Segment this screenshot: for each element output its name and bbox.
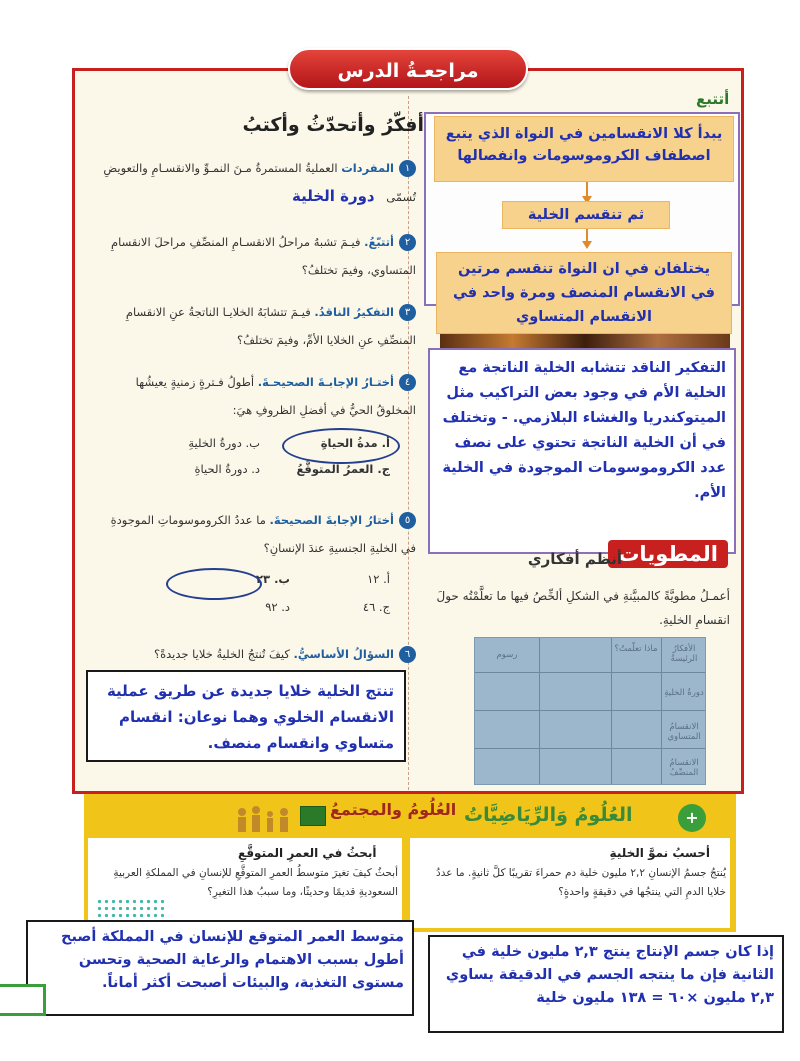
grid-line — [475, 672, 705, 673]
option-a[interactable]: أ. مدةُ الحياةِ — [320, 436, 390, 450]
grid-line — [611, 638, 612, 784]
math-heading: أحسبُ نموَّ الخليةِ — [609, 846, 710, 860]
table-header: الأفكارُ الرئيسةُ — [670, 644, 698, 664]
question-3 — [100, 298, 416, 354]
question-text: ما عددُ الكروموسوماتِ الموجودةِ في الخليةِ الجنسيةِ عندَ الإنسانِ؟ — [110, 513, 416, 555]
table-row-label: الانقسامُ المتساوي — [667, 722, 701, 742]
option-d[interactable]: د. دورةُ الحياةِ — [194, 462, 260, 476]
page-tab-marker — [0, 984, 46, 1016]
question-keyword: المفردات — [341, 161, 394, 175]
table-header: ماذا تعلّمتُ؟ — [614, 644, 658, 654]
question-keyword: أتتبّعُ. — [364, 235, 394, 249]
question-4 — [100, 368, 416, 424]
question-keyword: أختـارُ الإجابـةَ الصحيحـةَ. — [257, 375, 394, 389]
foldables-header — [452, 540, 728, 574]
question-number: ٦ — [399, 646, 416, 663]
question-2 — [100, 228, 416, 284]
selected-answer-circle — [282, 428, 400, 464]
question-text: فيـمَ تتشابَهُ الخلايـا الناتجةُ عنِ الانقسامِ المنصِّفِ عنِ الخلايا الأمِّ، وفيمَ تختلفُ؟ — [125, 305, 416, 347]
flow-arrow-head — [582, 241, 592, 249]
grid-line — [539, 638, 540, 784]
foldables-text: أعمـلُ مطويَّةً كالمبيَّنةِ في الشكلِ ألخِّصُ فيها ما تعلَّمْتُه حولَ انقسامِ الخليةِ. — [436, 589, 730, 627]
lesson-review-banner: مراجعـةُ الدرس — [288, 48, 528, 90]
critical-thinking-answer: التفكير الناقد تتشابه الخلية الناتجة مع الخلية الأم في وجود بعض التراكيب مثل الميتوكندريا والغشاء البلازمي. - وتختلف في أن الخلية الناتجة تحتوي على نصف عدد الكروموسومات الموجودة في الخلية الأم. — [428, 348, 736, 554]
question-number: ٢ — [399, 234, 416, 251]
question-keyword: السؤالُ الأساسيُّ. — [293, 647, 394, 661]
table-header: رسوم — [496, 650, 518, 660]
handwritten-answer: دورة الخلية — [291, 187, 375, 205]
society-text: أبحثُ كيفَ تغيرَ متوسطُ العمرِ المتوقَّعِ للإنسانِ في المملكةِ العربيةِ السعوديةِ قديمًا وحديثًا، وما سببُ هذا التغيرِ؟ — [113, 867, 398, 898]
grid-line — [661, 638, 662, 784]
question-number: ١ — [399, 160, 416, 177]
flow-box-1: يبدأ كلا الانقسامين في النواة الذي يتبع اصطفاف الكروموسومات وانفصالها — [434, 116, 734, 182]
answer-box-cell-growth: إذا كان جسم الإنتاج ينتج ٢,٣ مليون خلية في الثانية فإن ما ينتجه الجسم في الدقيقة يساوي ٢,٣ مليون ×٦٠ = ١٣٨ مليون خلية — [428, 935, 784, 1033]
question-text: العمليةُ المستمرةُ مـنَ النمـوِّ والانقسـامِ والتعويضِ تُسمّى — [103, 161, 416, 204]
option-a[interactable]: أ. ١٢ — [367, 572, 390, 586]
question-1 — [100, 154, 416, 211]
table-row-label: الانقسامُ المنصِّفُ — [669, 758, 699, 778]
saudi-flag-icon — [300, 806, 326, 826]
society-title: العُلُومُ والمجتمعُ — [330, 800, 457, 819]
section-title: أفكّرُ وأتحدّثُ وأكتبُ — [242, 114, 424, 136]
foldables-subtitle: أنظم أفكاري — [527, 550, 622, 568]
question-text: فيـمَ تشبهُ مراحلُ الانقسـامِ المنصِّفِ مراحلَ الانقسامِ المتساوي، وفيمَ تختلفُ؟ — [111, 235, 416, 277]
people-icon — [236, 806, 296, 832]
flow-box-2: ثم تنقسم الخلية — [502, 201, 670, 229]
table-row-label: دورةُ الخليةِ — [664, 688, 704, 698]
question-5 — [100, 506, 416, 562]
option-c[interactable]: ج. ٤٦ — [362, 600, 390, 614]
question-6 — [100, 640, 416, 668]
question-keyword: التفكيرُ الناقدُ. — [314, 305, 394, 319]
foldables-title: المطويات — [608, 540, 728, 568]
selected-answer-circle — [166, 568, 262, 600]
question-number: ٤ — [399, 374, 416, 391]
math-text: يُنتجُ جسمُ الإنسانِ ٢,٢ مليون خلية دم حمراءَ تقريبًا كلَّ ثانيةٍ. ما عددُ خلايا الدمِ التي ينتجُها في دقيقةٍ واحدةٍ؟ — [436, 867, 726, 898]
question-number: ٣ — [399, 304, 416, 321]
question-text: كيفَ تُنتجُ الخليةُ خلايا جديدةً؟ — [154, 647, 290, 661]
answer-box-essential-question: تنتج الخلية خلايا جديدة عن طريق عملية الانقسام الخلوي وهما نوعان: انقسام متساوي وانقسام منصف. — [86, 670, 406, 762]
trace-label: أتتبع — [696, 90, 730, 108]
grid-line — [475, 748, 705, 749]
option-d[interactable]: د. ٩٢ — [265, 600, 290, 614]
society-heading: أبحثُ في العمرِ المتوقَّعِ — [238, 846, 377, 860]
question-keyword: أختارُ الإجابةَ الصحيحةَ. — [269, 513, 394, 527]
answer-box-life-expectancy: متوسط العمر المتوقع للإنسان في المملكة أصبح أطول بسبب الاهتمام والرعاية الصحية وتحسن مستوى التغذية، والبيئات أصبحت أكثر أماناً. — [26, 920, 414, 1016]
grid-line — [475, 710, 705, 711]
math-title: العُلُومُ وَالرِّيَاضِيَّاتُ — [464, 804, 633, 826]
option-b[interactable]: ب. دورةُ الخليةِ — [188, 436, 260, 450]
question-number: ٥ — [399, 512, 416, 529]
option-b[interactable]: ب. ٢٣ — [256, 572, 290, 586]
option-c[interactable]: ج. العمرُ المتوقَّعُ — [296, 462, 390, 476]
math-icon: + — [678, 804, 706, 832]
foldable-table — [474, 637, 706, 785]
flow-box-3: يختلفان في ان النواة تنقسم مرتين في الانقسام المنصف ومرة واحد في الانقسام المتساوي — [436, 252, 732, 334]
question-text: أطولُ فـترةٍ زمنيةٍ يعيشُها المخلوقُ الحيُّ في أفضلِ الظروفِ هيَ: — [135, 375, 416, 417]
